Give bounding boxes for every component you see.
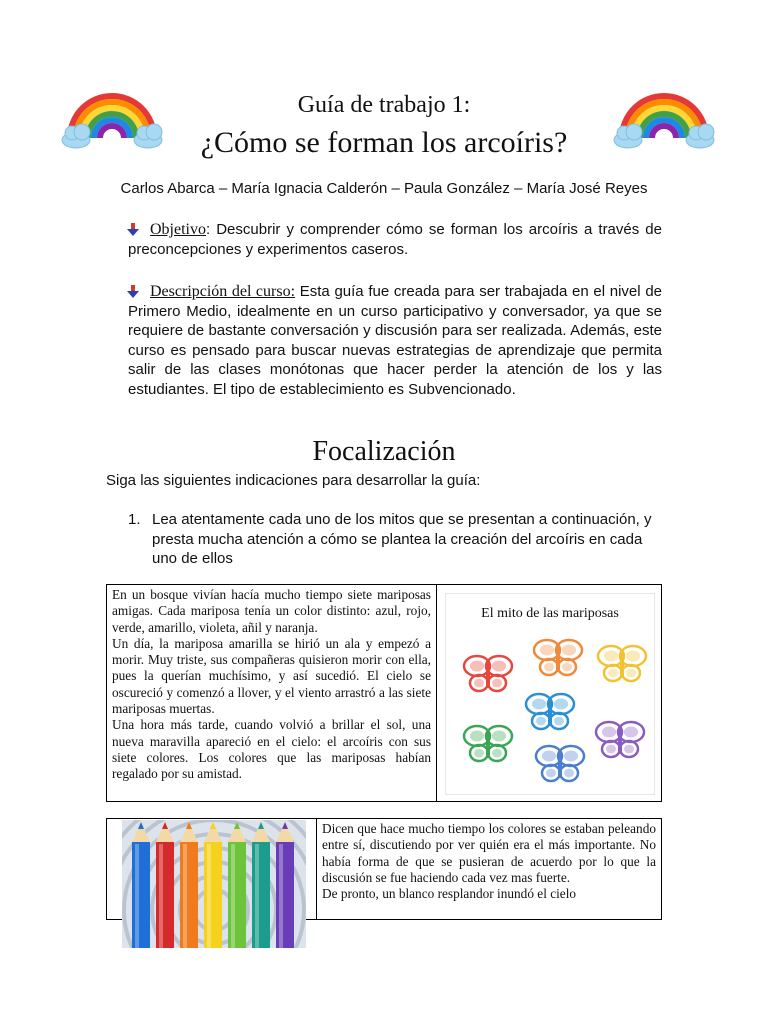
butterfly-icon [526, 694, 574, 729]
myth-1-paragraph-1: En un bosque vivían hacía mucho tiempo siete mariposas amigas. Cada mariposa tenía un color distinto: azul, rojo, verde, amarillo, violeta, añil y naranja. [112, 587, 431, 635]
pencil [252, 822, 270, 948]
step-number: 1. [128, 511, 141, 528]
myth-1-image-cell [437, 585, 661, 801]
description-text: Esta guía fue creada para ser trabajada en el nivel de Primero Medio, idealmente en un curso participativo y conversador, ya que se requiere de bastante conversación y discusión para ser realizada. Además, este curso es pensado para buscar nuevas estrategias de aprendizaje que permita salir de las clases monótonas que hacer perder la atención de los y las estudiantes. El tipo de establecimiento es Subvencionado. [128, 283, 662, 398]
objective-heading: Objetivo [150, 221, 206, 238]
myth-1-paragraph-2: Un día, la mariposa amarilla se hirió un ala y empezó a morir. Muy triste, sus compañeras quisieron morir con ella, pues la querían muchísimo, y así sucedió. El cielo se oscureció y comenzó a llover, y el viento arrastró a las siete mariposas muertas. [112, 635, 431, 717]
pencil [180, 822, 198, 948]
page-title: ¿Cómo se forman los arcoíris? [200, 126, 568, 159]
butterfly-icon [536, 746, 584, 781]
myth-2-paragraph-1: Dicen que hace mucho tiempo los colores se estaban peleando entre sí, discutiendo por ver quién era el más importante. No había forma de que se pusieran de acuerdo por lo que la discusión se fue haciendo cada vez mas fuerte. [322, 821, 656, 885]
step-text: Lea atentamente cada uno de los mitos que se presentan a continuación, y presta mucha atención a cómo se plantea la creación del arcoíris en cada uno de ellos [152, 511, 652, 567]
myth-2-text [317, 819, 661, 919]
myth-1-paragraph-3: Una hora más tarde, cuando volvió a brillar el sol, una nueva maravilla apareció en el cielo: el arcoíris con sus siete colores. Los colores que las mariposas habían regalado por su amistad. [112, 717, 431, 782]
authors: Carlos Abarca – María Ignacia Calderón – Paula González – María José Reyes [120, 180, 648, 197]
myth-1-text [107, 585, 437, 801]
description-heading: Descripción del curso: [150, 283, 296, 300]
myth-table-1 [106, 584, 662, 802]
butterfly-icon [464, 656, 512, 691]
title-line-1: Guía de trabajo 1: [297, 92, 471, 118]
down-arrow-bullet-icon [126, 223, 142, 237]
butterfly-icon [464, 726, 512, 761]
myth-image-title: El mito de las mariposas [481, 606, 619, 621]
butterfly-myth-image [445, 593, 655, 795]
step-1 [128, 510, 662, 569]
myth-2-paragraph-2: De pronto, un blanco resplandor inundó el cielo [322, 886, 577, 902]
section-heading-focalizacion: Focalización [312, 436, 456, 467]
butterfly-icon [534, 640, 582, 675]
pencil [204, 822, 222, 948]
butterfly-icon [598, 646, 646, 681]
description-section [128, 282, 662, 399]
colored-pencils-image [122, 820, 306, 948]
butterfly-icon [596, 722, 644, 757]
pencil [276, 822, 294, 948]
instructions: Siga las siguientes indicaciones para desarrollar la guía: [106, 472, 481, 489]
objective-text: : Descubrir y comprender cómo se forman los arcoíris a través de preconcepciones y experimentos caseros. [128, 221, 662, 258]
pencil [132, 822, 150, 948]
pencil [156, 822, 174, 948]
pencil [228, 822, 246, 948]
down-arrow-bullet-icon [126, 285, 142, 299]
objective-section [128, 220, 662, 259]
butterflies-illustration [446, 594, 654, 794]
